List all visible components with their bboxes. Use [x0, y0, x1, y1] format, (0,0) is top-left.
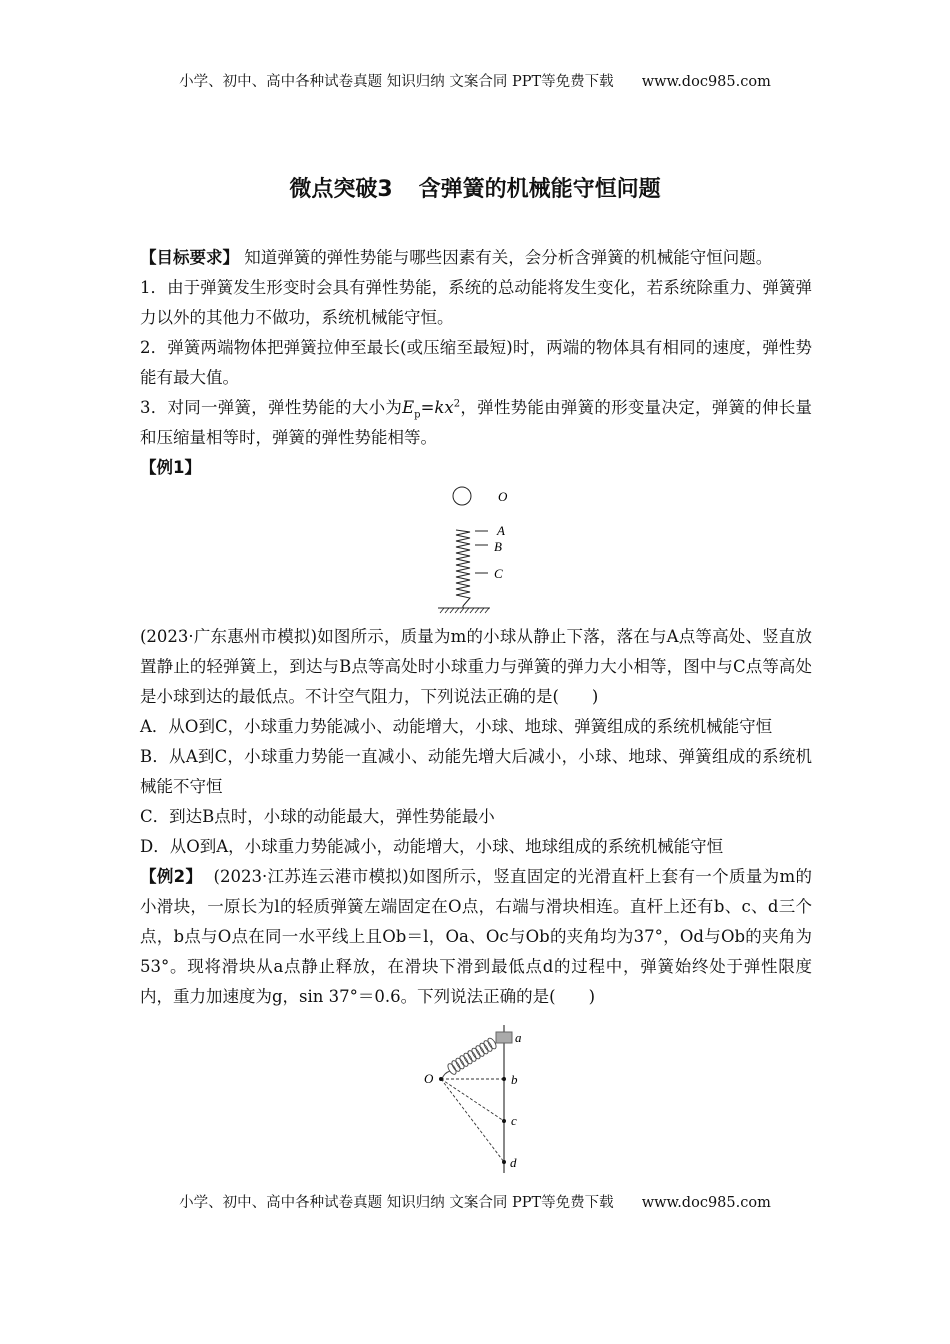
header-text: 小学、初中、高中各种试卷真题 知识归纳 文案合同 PPT等免费下载	[179, 74, 614, 90]
svg-text:a: a	[515, 1030, 522, 1045]
svg-text:A: A	[497, 523, 505, 538]
header-site: www.doc985.com	[641, 74, 771, 90]
svg-text:c: c	[511, 1113, 517, 1128]
goal-tag: 【目标要求】	[140, 248, 239, 267]
option-b: B．从A到C，小球重力势能一直减小、动能先增大后减小，小球、地球、弹簧组成的系统机械能不守恒	[140, 747, 812, 796]
example1-tag: 【例1】	[140, 458, 201, 477]
footer-text: 小学、初中、高中各种试卷真题 知识归纳 文案合同 PPT等免费下载	[179, 1195, 614, 1211]
example2-tag: 【例2】	[140, 867, 203, 886]
svg-text:d: d	[510, 1155, 517, 1170]
page-header	[0, 70, 950, 91]
page-footer	[0, 1191, 950, 1212]
footer-site: www.doc985.com	[641, 1195, 771, 1211]
point-1: 1．由于弹簧发生形变时会具有弹性势能，系统的总动能将发生变化，若系统除重力、弹簧弹力以外的其他力不做功，系统机械能守恒。	[140, 278, 812, 327]
title-part1: 微点突破3	[289, 177, 393, 202]
option-a: A．从O到C，小球重力势能减小、动能增大，小球、地球、弹簧组成的系统机械能守恒	[140, 717, 773, 736]
svg-text:b: b	[511, 1072, 518, 1087]
example2-question: 【例2】 (2023·江苏连云港市模拟)如图所示，竖直固定的光滑直杆上套有一个质量为m的小滑块，一原长为l的轻质弹簧左端固定在O点，右端与滑块相连。直杆上还有b、c、d三个点，b点与O点在同一水平线上且Ob＝l，Oa、Oc与Ob的夹角均为37°，Od与Ob的夹角为53°。现将滑块从a点静止释放，在滑块下滑到最低点d的过程中，弹簧始终处于弹性限度内，重力加速度为g，sin 37°＝0.6。下列说法正确的是( )	[140, 867, 812, 1006]
point-3: 3．对同一弹簧，弹性势能的大小为$E_p=kx^2$，弹性势能由弹簧的形变量决定，弹簧的伸长量和压缩量相等时，弹簧的弹性势能相等。	[140, 398, 813, 447]
page-title	[0, 172, 950, 203]
goal-section	[140, 243, 812, 483]
svg-text:C: C	[494, 566, 503, 581]
example1-question: (2023·广东惠州市模拟)如图所示，质量为m的小球从静止下落，落在与A点等高处、竖直放置静止的轻弹簧上，到达与B点等高处时小球重力与弹簧的弹力大小相等，图中与C点等高处是小球到达的最低点。不计空气阻力，下列说法正确的是( )	[140, 627, 812, 706]
svg-text:B: B	[494, 539, 502, 554]
svg-text:O: O	[424, 1071, 434, 1086]
goal-text: 知道弹簧的弹性势能与哪些因素有关，会分析含弹簧的机械能守恒问题。	[244, 248, 773, 267]
svg-text:O: O	[498, 489, 508, 504]
option-d: D．从O到A，小球重力势能减小，动能增大，小球、地球组成的系统机械能守恒	[140, 837, 724, 856]
title-part2: 含弹簧的机械能守恒问题	[418, 177, 661, 202]
example1-section	[140, 622, 812, 1012]
spring-ball-figure	[420, 475, 540, 615]
point-2: 2．弹簧两端物体把弹簧拉伸至最长(或压缩至最短)时，两端的物体具有相同的速度，弹性势能有最大值。	[140, 338, 812, 387]
option-c: C．到达B点时，小球的动能最大，弹性势能最小	[140, 807, 495, 826]
slider-rod-figure	[420, 1025, 540, 1175]
